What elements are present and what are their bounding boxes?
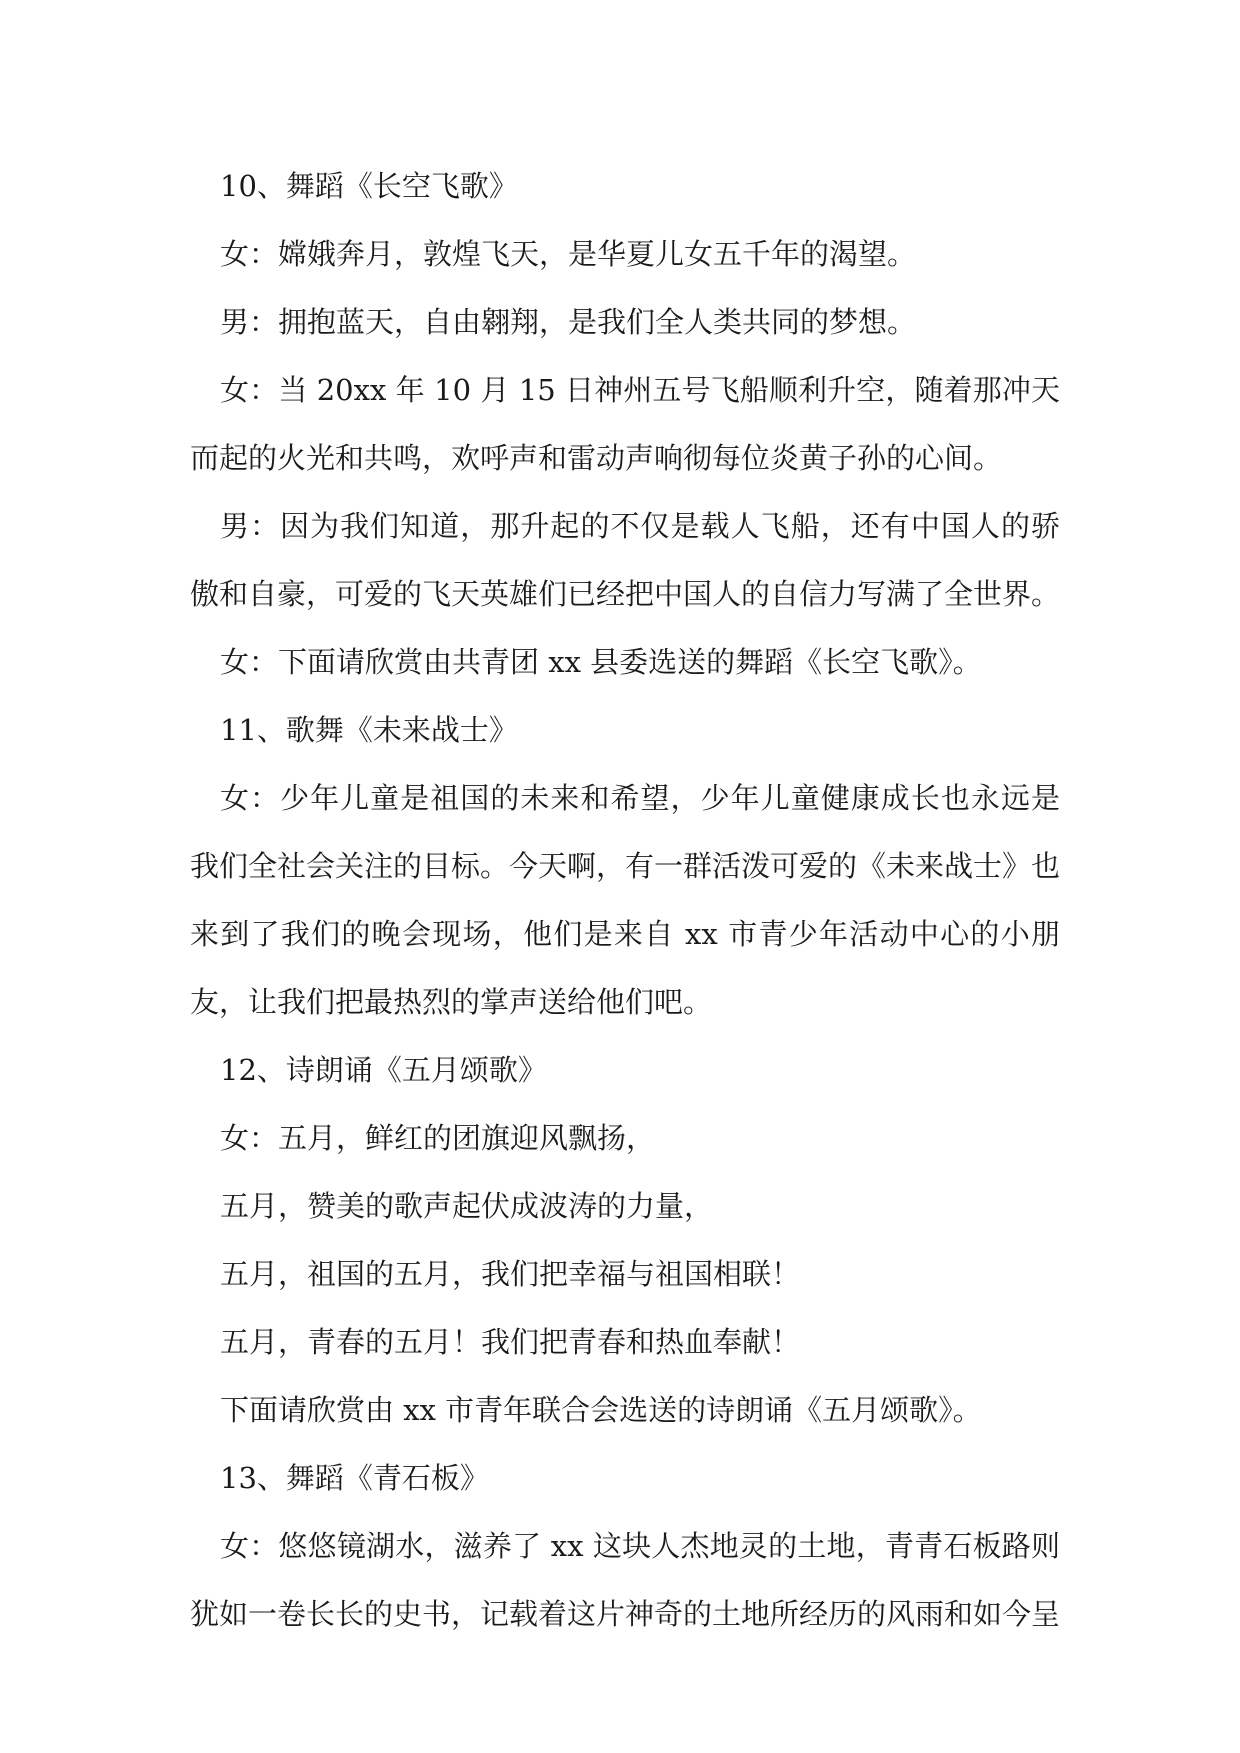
poem-line: 女：五月，鲜红的团旗迎风飘扬， <box>220 1121 656 1155</box>
paragraph: 男：因为我们知道，那升起的不仅是载人飞船，还有中国人的骄傲和自豪，可爱的飞天英雄们已经把中国人的自信力写满了全世界。 <box>190 509 1061 611</box>
paragraph: 女：悠悠镜湖水，滋养了 xx 这块人杰地灵的土地，青青石板路则犹如一卷长长的史书，记载着这片神奇的土地所经历的风雨和如今呈 <box>190 1529 1061 1631</box>
poem-line: 五月，祖国的五月，我们把幸福与祖国相联！ <box>220 1257 801 1291</box>
paragraph: 下面请欣赏由 xx 市青年联合会选送的诗朗诵《五月颂歌》。 <box>220 1393 982 1427</box>
poem-line: 五月，青春的五月！我们把青春和热血奉献！ <box>220 1325 801 1359</box>
document-body <box>190 152 1060 1648</box>
poem-line: 五月，赞美的歌声起伏成波涛的力量， <box>220 1189 714 1223</box>
paragraph: 女：下面请欣赏由共青团 xx 县委选送的舞蹈《长空飞歌》。 <box>220 645 982 679</box>
paragraph: 女：少年儿童是祖国的未来和希望，少年儿童健康成长也永远是我们全社会关注的目标。今天啊，有一群活泼可爱的《未来战士》也来到了我们的晚会现场，他们是来自 xx 市青少年活动中心的小朋友，让我们把最热烈的掌声送给他们吧。 <box>190 781 1061 1019</box>
paragraph: 女：当 20xx 年 10 月 15 日神州五号飞船顺利升空，随着那冲天而起的火光和共鸣，欢呼声和雷动声响彻每位炎黄子孙的心间。 <box>190 373 1060 475</box>
section-heading: 13、舞蹈《青石板》 <box>220 1461 489 1495</box>
section-heading: 11、歌舞《未来战士》 <box>220 713 518 747</box>
paragraph: 女：嫦娥奔月，敦煌飞天，是华夏儿女五千年的渴望。 <box>220 237 917 271</box>
section-heading: 10、舞蹈《长空飞歌》 <box>220 169 518 203</box>
section-heading: 12、诗朗诵《五月颂歌》 <box>220 1053 547 1087</box>
paragraph: 男：拥抱蓝天，自由翱翔，是我们全人类共同的梦想。 <box>220 305 917 339</box>
